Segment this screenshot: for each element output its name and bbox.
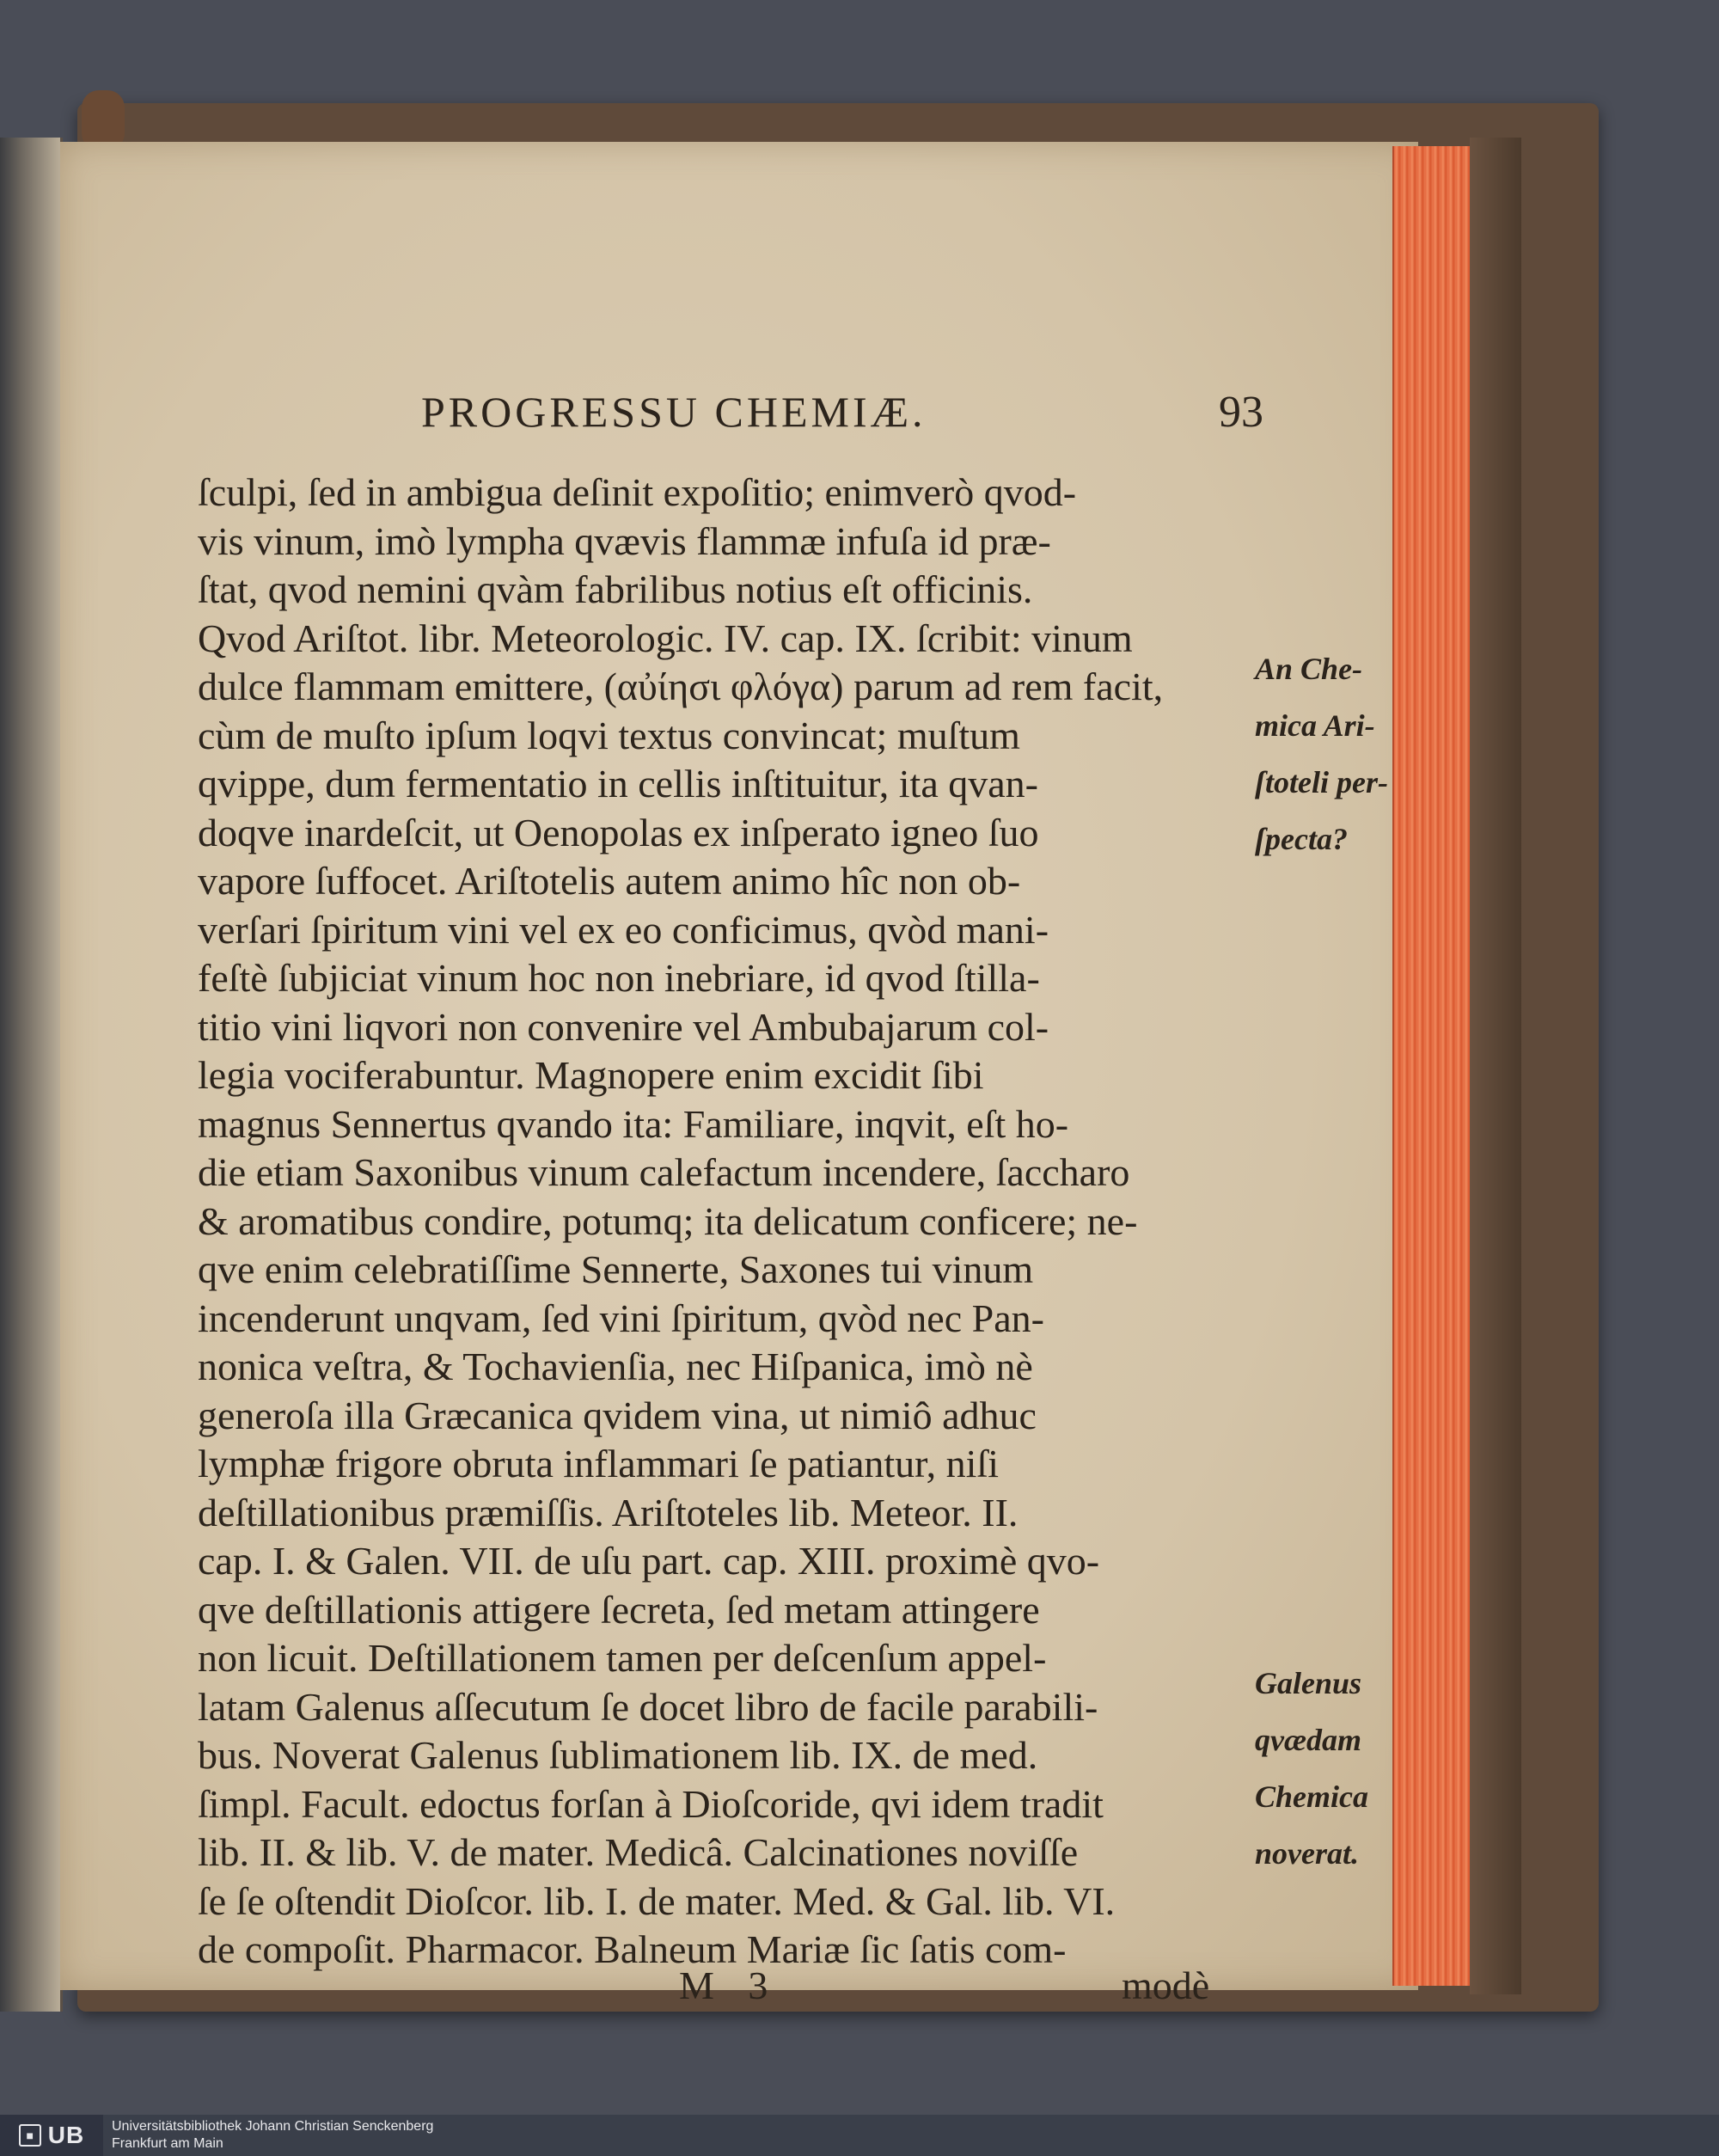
margin-note-line: An Che- — [1255, 652, 1363, 686]
text-line: qve deſtillationis attigere ſecreta, ſed metam attingere — [198, 1587, 1040, 1632]
margin-note-line: Galenus — [1255, 1666, 1362, 1700]
running-title: PROGRESSU CHEMIÆ. — [421, 388, 927, 436]
text-line: ſimpl. Facult. edoctus forſan à Dioſcoride, qvi idem tradit — [198, 1781, 1104, 1826]
margin-note-line: mica Ari- — [1255, 708, 1375, 743]
text-line: dulce flammam emittere, (αὐίησι φλόγα) parum ad rem facit, — [198, 665, 1164, 708]
footer-line-institution: Universitätsbibliothek Johann Christian Senckenberg — [112, 2119, 434, 2134]
text-line: legia vociferabuntur. Magnopere enim excidit ſibi — [198, 1053, 984, 1097]
text-line: feſtè ſubjiciat vinum hoc non inebriare, id qvod ſtilla- — [198, 956, 1040, 1000]
text-line: bus. Noverat Galenus ſublimationem lib. IX. de med. — [198, 1733, 1038, 1777]
page-header — [421, 387, 1263, 447]
text-line: verſari ſpiritum vini vel ex eo conficimus, qvòd mani- — [198, 907, 1049, 952]
text-line: ſtat, qvod nemini qvàm fabrilibus notius eſt officinis. — [198, 567, 1033, 611]
text-line: ſculpi, ſed in ambigua deſinit expoſitio; enimverò qvod- — [198, 470, 1077, 514]
text-line: magnus Sennertus qvando ita: Familiare, inqvit, eſt ho- — [198, 1101, 1069, 1146]
text-line: nonica veſtra, & Tochavienſia, nec Hiſpanica, imò nè — [198, 1344, 1033, 1388]
text-line: titio vini liqvori non convenire vel Ambubajarum col- — [198, 1004, 1049, 1049]
facing-page-edge — [0, 138, 63, 2012]
text-line: qve enim celebratiſſime Sennerte, Saxones tui vinum — [198, 1247, 1034, 1291]
cover-edge — [1470, 138, 1521, 1994]
text-line: Qvod Ariſtot. libr. Meteorologic. IV. cap. IX. ſcribit: vinum — [198, 616, 1133, 660]
margin-note-line: qvædam — [1255, 1723, 1361, 1757]
text-line: de compoſit. Pharmacor. Balneum Mariæ ſic ſatis com- — [198, 1927, 1067, 1971]
margin-note-line: Chemica — [1255, 1779, 1368, 1814]
ub-logo — [0, 2115, 103, 2156]
text-line: cap. I. & Galen. VII. de uſu part. cap. XIII. proximè qvo- — [198, 1539, 1100, 1583]
text-line: cùm de muſto ipſum loqvi textus convincat; muſtum — [198, 713, 1020, 757]
body-text — [198, 469, 1246, 1975]
text-line: die etiam Saxonibus vinum calefactum incendere, ſaccharo — [198, 1150, 1130, 1194]
text-line: incenderunt unqvam, ſed vini ſpiritum, qvòd nec Pan- — [198, 1295, 1044, 1340]
library-footer — [0, 2115, 1719, 2156]
catchword: modè — [1122, 1963, 1210, 2007]
margin-note-line: ſpecta? — [1255, 822, 1348, 856]
margin-note-line: ſtoteli per- — [1255, 765, 1388, 799]
ub-logo-text: UB — [47, 2122, 85, 2148]
margin-note-line: noverat. — [1255, 1836, 1359, 1871]
text-line: vapore ſuffocet. Ariſtotelis autem animo hîc non ob- — [198, 859, 1021, 903]
text-line: deſtillationibus præmiſſis. Ariſtoteles lib. Meteor. II. — [198, 1490, 1019, 1534]
text-line: doqve inardeſcit, ut Oenopolas ex inſperato igneo ſuo — [198, 810, 1039, 854]
library-emblem-icon: ■ — [19, 2124, 41, 2147]
footer-line-city: Frankfurt am Main — [112, 2136, 223, 2151]
text-line: ſe ſe oſtendit Dioſcor. lib. I. de mater. Med. & Gal. lib. VI. — [198, 1878, 1116, 1923]
text-line: lymphæ frigore obruta inflammari ſe patiantur, niſi — [198, 1442, 999, 1485]
text-line: vis vinum, imò lympha qvævis flammæ infuſa id præ- — [198, 518, 1051, 563]
page-number: 93 — [1219, 388, 1263, 437]
book-page — [60, 142, 1418, 2007]
text-line: qvippe, dum fermentatio in cellis inſtituitur, ita qvan- — [198, 762, 1038, 805]
footer-credits — [112, 2118, 433, 2153]
text-line: non licuit. Deſtillationem tamen per deſcenſum appel- — [198, 1636, 1047, 1680]
text-line: lib. II. & lib. V. de mater. Medicâ. Calcinationes noviſſe — [198, 1830, 1079, 1874]
text-line: latam Galenus aſſecutum ſe docet libro de facile parabili- — [198, 1684, 1098, 1729]
text-line: & aromatibus condire, potumq; ita delicatum conficere; ne- — [198, 1198, 1138, 1243]
text-line: generoſa illa Græcanica qvidem vina, ut nimiô adhuc — [198, 1393, 1037, 1437]
red-fore-edge — [1392, 146, 1471, 1986]
signature-mark: M 3 — [679, 1963, 780, 2007]
